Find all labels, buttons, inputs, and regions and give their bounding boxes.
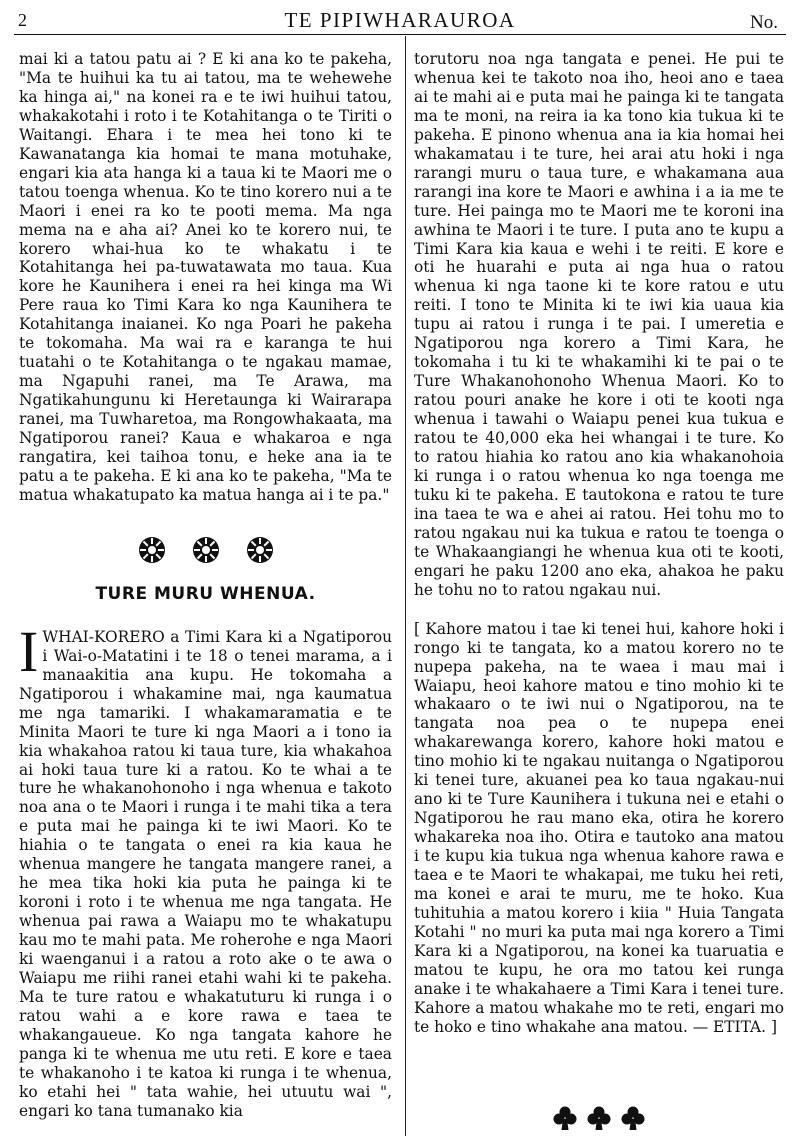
- right-continuation-paragraph: torutoru noa nga tangata e penei. He pui te whenua kei te takoto noa iho, heoi ano e taea ai te mahi ai e puta mai he painga ki te tangata ma te moni, na reira ia ka tono kia tukua ki te pakeha. E pinono whenua ana ia kia homai hei whakamatau i te ture, hei arai atu hoki i nga rarangi muru o taua ture, e whakamana aua rarangi ina kore te Maori e awhina i a ia me te ture. Hei painga mo te Maori me te koroni ina awhina te Maori i te ture. I puta ano te kupu a Timi Kara kia kaua e wehi i te reiti. E kore e oti he huarahi e puta ai nga hua o ratou whenua ki nga taone ki te kore ratou e utu reiti. I tono te Minita ki te iwi kia uaua kia tupu ai ratou i runga i te pai. I umeretia e Ngatiporou nga korero a Timi Kara, he tokomaha i tu ki te whakamihi ki te pai o te Ture Whakanohonoho Whenua Maori. Ko to ratou pouri anake he kore i oti te kooti nga whenua i tawahi o Waiapu penei kua tukua e ratou te 40,000 eka hei whangai i te ture. Ko to ratou hiahia ko ratou ano kia whakanohoia ki runga i o ratou whenua ko nga toenga me tuku ki te pakeha. E tautokona e ratou te ture ina taea te wa e ahei ai ratou. Hei tohu mo to ratou ngakau nui ka tukua e ratou te toenga o te Whakaangiangi he whenua kua oti te kooti, engari he paku 1200 ano eka, ahakoa he paku he tohu no to ratou ngakau nui.: [414, 50, 784, 599]
- ornament-icon: [137, 535, 167, 565]
- publication-title: TE PIPIWHARAUROA: [284, 8, 516, 32]
- page-header: [14, 6, 786, 35]
- right-column: [414, 50, 784, 1037]
- editor-note-paragraph: [ Kahore matou i tae ki tenei hui, kahore hoki i rongo ki te tangata, ko a matou korero no te nupepa pakeha, na te waea i mau mai i Waiapu, heoi kahore matou e tino mohio ki te whakaaro o te iwi nui o Ngatiporou, na te tangata noa pea o te nupepa enei whakarewanga korero, kahore hoki matou e tino mohio ki te ngakau nuitanga o Ngatiporou ki tenei ture, akuanei pea ko taua ngakau-nui ano ki te Ture Kaunihera i tukuna nei e etahi o Ngatiporou he rau mano eka, otira he korero whakareka noa iho. Otira e tautoko ana matou i te kupu kia tukua nga whenua kahore rawa e taea e te Maori te whakapai, me tuku hei reti, ma konei e arai te muru, me te hoko. Kua tuhituhia a matou korero i kiia " Huia Tangata Kotahi " no muri ka puta mai nga korero a Timi Kara ki a Ngatiporou, na konei ka tuaruatia e matou te kupu, he ora mo tatou kei runga anake i te whakahaere a Timi Kara i tenei ture. Kahore a matou whakahe mo te reti, engari mo te hoko e tino whakahe ana matou. — ETITA. ]: [414, 619, 784, 1036]
- left-column: [19, 50, 392, 1121]
- club-icon: [552, 1105, 578, 1131]
- left-opening-paragraph: mai ki a tatou patu ai ? E ki ana ko te pakeha, "Ma te huihui ka tu ai tatou, ma te wehewehe ka hinga ai," na konei ra e te iwi huihui tatou, whakakotahi i roto i te Kotahitanga o te Tiriti o Waitangi. Ehara i te mea hei tono ki te Kawanatanga kia homai te mana motuhake, engari kia ata hanga ki a taua ki te Maori me o tatou toenga whenua. Ko te tino korero nui a te Maori i enei ra ko te pooti mema. Ma nga mema na e aha ai? Anei ko te korero nui, te korero whai-hua ko te whakatu i te Kotahitanga hei pa-tuwatawata mo taua. Kua kore he Kaunihera i enei ra hei kinga ma Wi Pere raua ko Timi Kara ko nga Kaunihera te Kotahitanga inaianei. Ko nga Poari he pakeha te tokomaha. Ma wai ra e karanga te hui tuatahi o te Kotahitanga o te ngakau mamae, ma Ngapuhi ranei, ma Te Arawa, ma Ngatikahungunu ki Heretaunga ki Wairarapa ranei, ma Tuwharetoa, ma Rongowhakaata, ma Ngatiporou ranei? Kaua e whakaroa e nga rangatira, kei taihoa tonu, e heke ana ia te patu a te pakeha. E ki ana ko te pakeha, "Ma te matua whakatupato ka matua hanga ai i te pa.": [19, 50, 392, 504]
- drop-cap: I: [19, 618, 39, 684]
- article-paragraph: [19, 618, 392, 1121]
- footer-ornaments: [414, 1105, 784, 1131]
- page-number: 2: [18, 10, 27, 30]
- issue-number-label: No.: [750, 12, 778, 33]
- ornament-icon: [191, 535, 221, 565]
- section-heading: TURE MURU WHENUA.: [95, 583, 316, 604]
- article-lead-words: WHAI-KORERO: [42, 627, 165, 646]
- ornament-row: [19, 535, 392, 575]
- column-divider: [405, 36, 406, 1136]
- article-body-text: a Timi Kara ki a Ngatiporou i Wai-o-Matatini i te 18 o tenei marama, a i manaakitia ana kupu. He tokomaha a Ngatiporou i whakamine mai, nga kaumatua me nga tamariki. I whakamaramatia e te Minita Maori te ture ki nga Maori a i tono ia kia whakahoa ratou ki taua ture, kia whakahoa ai hoki taua ture ki a ratou. Ko te whai a te ture he whakanohonoho i nga whenua e takoto noa ana o te Maori i runga i te mahi tika a tera e puta mai he painga ki te iwi Maori. Ko te hiahia o te tangata o enei ra kia kaua he whenua mangere he tangata mangere ranei, a he mea tika hoki kia puta he painga ki te koroni i roto i te whenua me nga tangata. He whenua pai rawa a Waiapu mo te whakatupu kau mo te mahi pata. Me roherohe e nga Maori ki waenganui i a ratou a roto ake o te awa o Waiapu me riihi ranei etahi wahi ki te pakeha. Ma te ture ratou e whakatuturu ki runga i o ratou wahi a e kore rawa e taea te whakangaueue. Ko nga tangata kahore he panga ki te whenua me utu reti. E kore e taea te whakanoho i te katoa ki runga i te whenua, ko etahi hei " tata wahie, hei utuutu wai ", engari ko tana tumanako kia: [19, 627, 392, 1120]
- club-icon: [620, 1105, 646, 1131]
- ornament-icon: [245, 535, 275, 565]
- club-icon: [586, 1105, 612, 1131]
